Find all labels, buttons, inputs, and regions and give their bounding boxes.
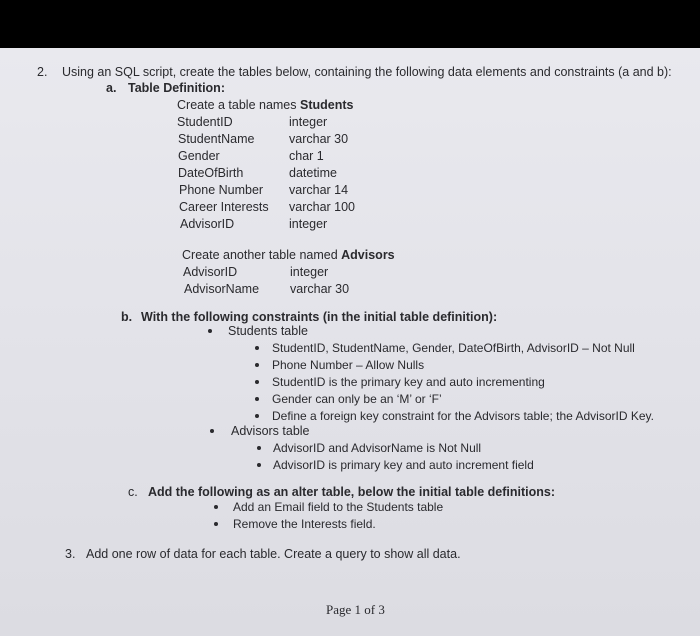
field-name: AdvisorName bbox=[184, 282, 260, 296]
field-name: Gender bbox=[178, 149, 220, 163]
field-type: integer bbox=[289, 217, 328, 231]
field-name: Phone Number bbox=[179, 183, 264, 197]
question-3-number: 3. bbox=[65, 547, 76, 561]
bullet-icon bbox=[257, 463, 261, 467]
field-type: char 1 bbox=[289, 149, 324, 163]
students-intro: Create a table names Students bbox=[177, 98, 354, 112]
field-type: varchar 14 bbox=[289, 183, 349, 197]
page-number: Page 1 of 3 bbox=[326, 602, 385, 617]
field-name: StudentID bbox=[177, 115, 233, 129]
constraint-item: Define a foreign key constraint for the Advisors table; the AdvisorID Key. bbox=[272, 409, 654, 423]
field-name: Career Interests bbox=[179, 200, 269, 214]
top-black-band bbox=[0, 0, 700, 48]
field-name: StudentName bbox=[178, 132, 255, 146]
question-2-text: Using an SQL script, create the tables below, containing the following data elements and constraints (a and b): bbox=[62, 65, 672, 79]
bullet-icon bbox=[255, 346, 259, 350]
part-c-letter: c. bbox=[128, 485, 138, 499]
bullet-icon bbox=[255, 380, 259, 384]
document-page bbox=[0, 48, 700, 636]
part-b-letter: b. bbox=[121, 310, 133, 324]
advisors-intro: Create another table named Advisors bbox=[182, 248, 395, 262]
students-table-label: Students table bbox=[228, 324, 308, 338]
constraint-item: AdvisorID is primary key and auto increment field bbox=[273, 458, 534, 472]
part-a-letter: a. bbox=[106, 81, 117, 95]
field-type: integer bbox=[289, 115, 328, 129]
constraint-item: Phone Number – Allow Nulls bbox=[272, 358, 425, 372]
bullet-icon bbox=[255, 363, 259, 367]
bullet-icon bbox=[208, 329, 212, 333]
part-a-title: Table Definition: bbox=[128, 81, 225, 95]
field-type: varchar 100 bbox=[289, 200, 356, 214]
alter-item: Add an Email field to the Students table bbox=[233, 500, 444, 514]
bullet-icon bbox=[257, 446, 261, 450]
advisors-table-name: Advisors bbox=[341, 248, 395, 262]
part-b-title: With the following constraints (in the initial table definition): bbox=[141, 310, 498, 324]
question-3-text: Add one row of data for each table. Create a query to show all data. bbox=[86, 547, 461, 561]
constraint-item: Gender can only be an ‘M’ or ‘F’ bbox=[272, 392, 442, 406]
students-table-name: Students bbox=[300, 98, 354, 112]
part-c-title: Add the following as an alter table, below the initial table definitions: bbox=[148, 485, 555, 499]
constraint-item: StudentID, StudentName, Gender, DateOfBirth, AdvisorID – Not Null bbox=[272, 341, 635, 355]
constraint-item: AdvisorID and AdvisorName is Not Null bbox=[273, 441, 482, 455]
field-name: AdvisorID bbox=[180, 217, 235, 231]
bullet-icon bbox=[210, 429, 214, 433]
bullet-icon bbox=[214, 522, 218, 526]
field-type: integer bbox=[290, 265, 329, 279]
bullet-icon bbox=[255, 414, 259, 418]
field-type: varchar 30 bbox=[290, 282, 350, 296]
field-type: datetime bbox=[289, 166, 337, 180]
bullet-icon bbox=[214, 505, 218, 509]
question-2-number: 2. bbox=[37, 65, 48, 79]
field-name: DateOfBirth bbox=[178, 166, 244, 180]
field-name: AdvisorID bbox=[183, 265, 238, 279]
constraint-item: StudentID is the primary key and auto incrementing bbox=[272, 375, 545, 389]
alter-item: Remove the Interests field. bbox=[233, 517, 376, 531]
bullet-icon bbox=[255, 397, 259, 401]
advisors-table-label: Advisors table bbox=[231, 424, 310, 438]
field-type: varchar 30 bbox=[289, 132, 349, 146]
